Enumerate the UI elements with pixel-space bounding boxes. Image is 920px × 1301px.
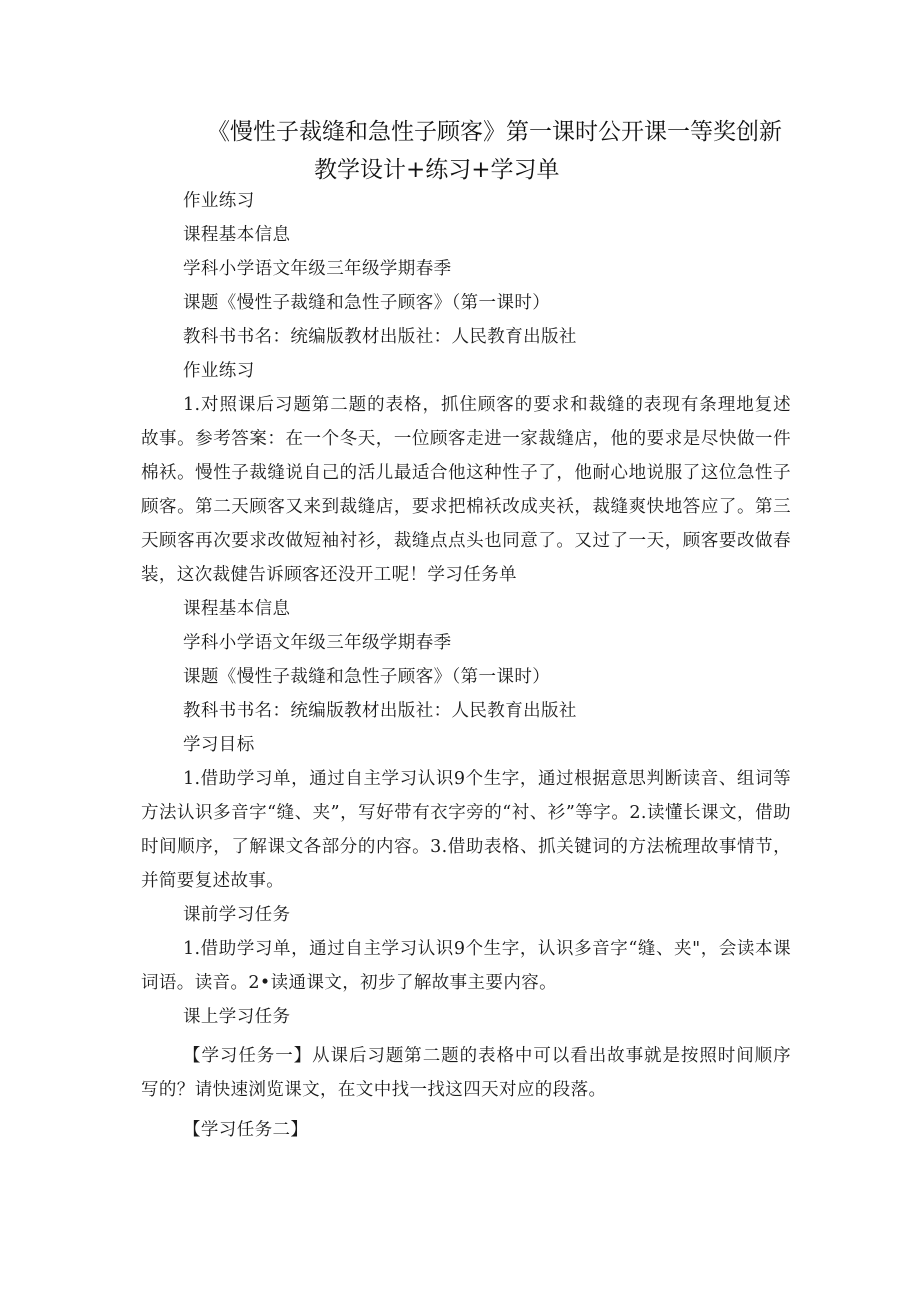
course-info-heading: 课程基本信息 xyxy=(183,225,291,245)
document-title-line-2: 教学设计+练习+学习单 xyxy=(314,157,560,183)
study-textbook-line: 教科书书名：统编版教材出版社：人民教育出版社 xyxy=(183,701,577,721)
task-two-heading: 【学习任务二】 xyxy=(183,1120,309,1140)
goals-heading: 学习目标 xyxy=(183,735,255,755)
in-class-heading: 课上学习任务 xyxy=(183,1007,291,1027)
pre-class-heading: 课前学习任务 xyxy=(183,905,291,925)
textbook-line: 教科书书名：统编版教材出版社：人民教育出版社 xyxy=(183,327,577,347)
document-title-line-1: 《慢性子裁缝和急性子顾客》第一课时公开课一等奖创新 xyxy=(207,119,782,145)
lesson-line: 课题《慢性子裁缝和急性子顾客》（第一课时） xyxy=(183,293,551,313)
task-one-paragraph: 【学习任务一】从课后习题第二题的表格中可以看出故事就是按照时间顺序写的？请快速浏览课文，在文中找一找这四天对应的段落。 xyxy=(141,1046,791,1100)
exercise-heading: 作业练习 xyxy=(183,361,255,381)
subject-line: 学科小学语文年级三年级学期春季 xyxy=(183,259,452,279)
exercise-paragraph: 1.对照课后习题第二题的表格，抓住顾客的要求和裁缝的表现有条理地复述故事。参考答案：在一个冬天，一位顾客走进一家裁缝店，他的要求是尽快做一件棉袄。慢性子裁缝说自己的活儿最适合他这种性子了，他耐心地说服了这位急性子顾客。第二天顾客又来到裁缝店，要求把棉袄改成夹袄，裁缝爽快地答应了。第三天顾客再次要求改做短袖衬衫，裁缝点点头也同意了。又过了一天，顾客要改做春装，这次裁健告诉顾客还没开工呢！学习任务单 xyxy=(141,395,791,585)
pre-class-paragraph: 1.借助学习单，通过自主学习认识9个生字，认识多音字“缝、夹"，会读本课词语。读音。2•读通课文，初步了解故事主要内容。 xyxy=(141,939,791,993)
goals-paragraph: 1.借助学习单，通过自主学习认识9个生字，通过根据意思判断读音、组词等方法认识多音字“缝、夹”，写好带有衣字旁的“衬、衫”等字。2.读懂长课文，借助时间顺序，了解课文各部分的内容。3.借助表格、抓关键词的方法梳理故事情节，并简要复述故事。 xyxy=(141,769,791,891)
study-course-info-heading: 课程基本信息 xyxy=(183,599,291,619)
study-subject-line: 学科小学语文年级三年级学期春季 xyxy=(183,633,452,653)
study-lesson-line: 课题《慢性子裁缝和急性子顾客》（第一课时） xyxy=(183,667,551,687)
homework-heading: 作业练习 xyxy=(183,191,255,211)
document-body xyxy=(141,184,791,1147)
